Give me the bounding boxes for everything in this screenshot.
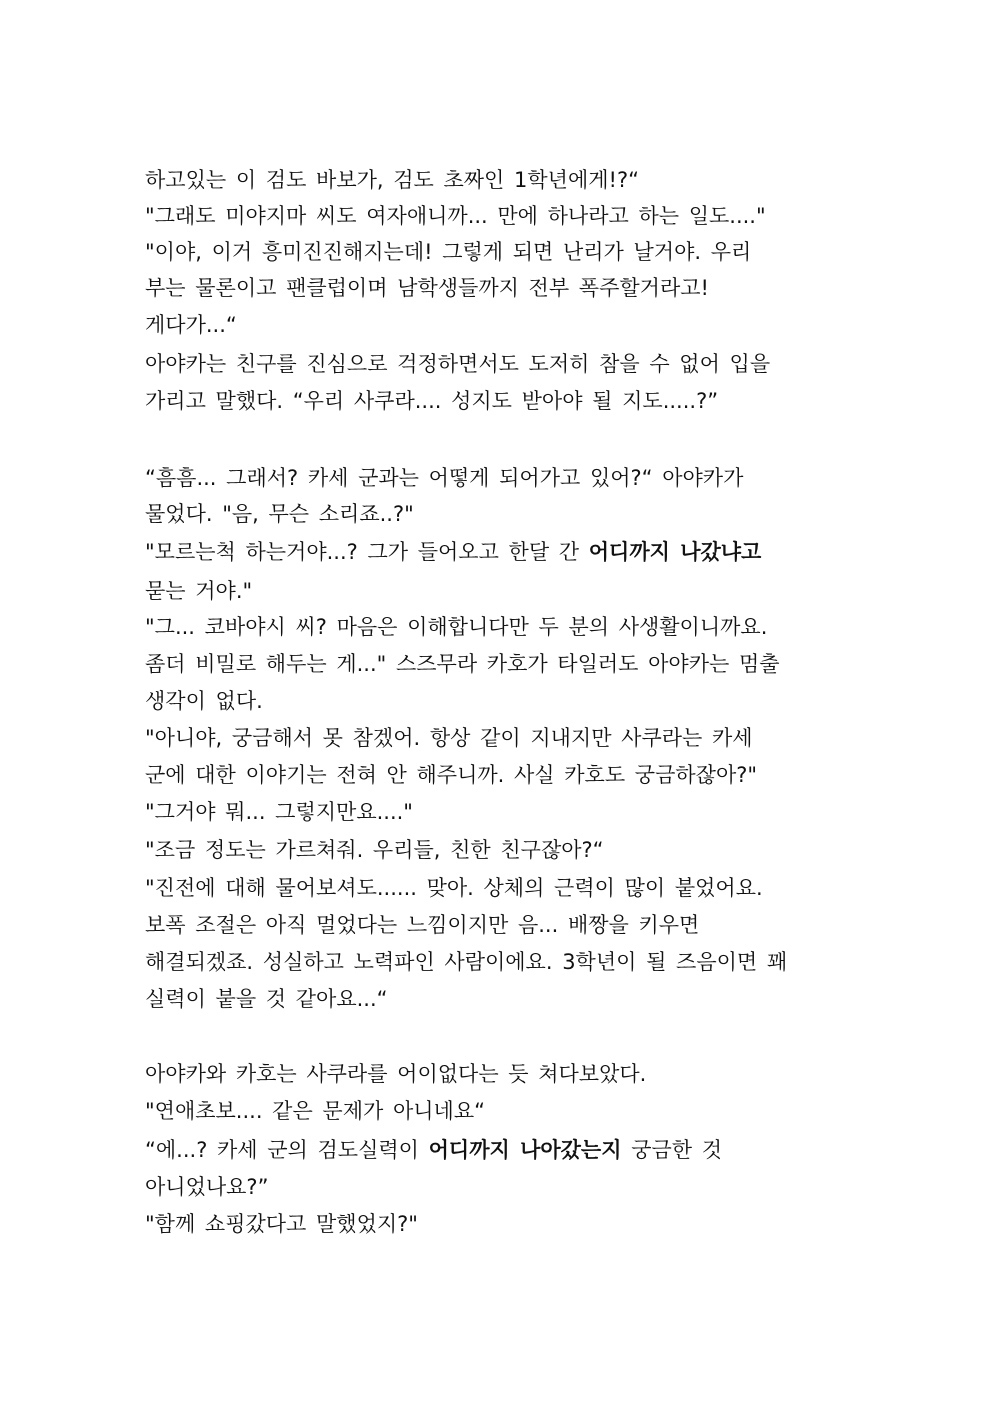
text-line: 해결되겠죠. 성실하고 노력파인 사람이에요. 3학년이 될 즈음이면 꽤: [145, 950, 788, 974]
text-line: 게다가...“: [145, 313, 237, 337]
text-run: 궁금한 것: [621, 1138, 723, 1162]
text-line-with-emphasis: [145, 534, 865, 570]
text-line: 실력이 붙을 것 같아요...“: [145, 987, 388, 1011]
text-line-with-emphasis: [145, 1132, 865, 1168]
text-line: 하고있는 이 검도 바보가, 검도 초짜인 1학년에게!?“: [145, 168, 639, 192]
text-line: "그래도 미야지마 씨도 여자애니까... 만에 하나라고 하는 일도....": [145, 204, 766, 228]
text-line: "조금 정도는 가르쳐줘. 우리들, 친한 친구잖아?“: [145, 838, 604, 862]
text-line: “흠흠... 그래서? 카세 군과는 어떻게 되어가고 있어?“ 아야카가: [145, 466, 744, 490]
text-line: "그... 코바야시 씨? 마음은 이해합니다만 두 분의 사생활이니까요.: [145, 615, 768, 639]
text-line: "그거야 뭐... 그렇지만요....": [145, 800, 413, 824]
text-line: "연애초보.... 같은 문제가 아니네요“: [145, 1099, 485, 1123]
text-line: 보폭 조절은 아직 멀었다는 느낌이지만 음... 배짱을 키우면: [145, 913, 700, 937]
text-line: 아야카는 친구를 진심으로 걱정하면서도 도저히 참을 수 없어 입을: [145, 352, 771, 376]
text-run: "모르는척 하는거야...? 그가 들어오고 한달 간: [145, 540, 589, 564]
emphasis-text: 어디까지 나아갔는지: [428, 1138, 622, 1162]
text-line: 묻는 거야.": [145, 579, 253, 603]
text-line: 부는 물론이고 팬클럽이며 남학생들까지 전부 폭주할거라고!: [145, 276, 709, 300]
text-line: "아니야, 궁금해서 못 참겠어. 항상 같이 지내지만 사쿠라는 카세: [145, 726, 753, 750]
text-line: 가리고 말했다. “우리 사쿠라.... 성지도 받아야 될 지도.....?”: [145, 389, 719, 413]
text-line: "진전에 대해 물어보셔도...... 맞아. 상체의 근력이 많이 붙었어요.: [145, 876, 763, 900]
text-run: “에...? 카세 군의 검도실력이: [145, 1138, 429, 1162]
text-line: 군에 대한 이야기는 전혀 안 해주니까. 사실 카호도 궁금하잖아?": [145, 763, 758, 787]
text-line: 물었다. "음, 무슨 소리죠..?": [145, 502, 414, 526]
text-line: 아야카와 카호는 사쿠라를 어이없다는 듯 쳐다보았다.: [145, 1062, 647, 1086]
text-line: "이야, 이거 흥미진진해지는데! 그렇게 되면 난리가 날거야. 우리: [145, 240, 752, 264]
text-line: "함께 쇼핑갔다고 말했었지?": [145, 1212, 418, 1236]
text-line: 생각이 없다.: [145, 689, 263, 713]
emphasis-text: 어디까지 나갔냐고: [588, 540, 762, 564]
text-line: 좀더 비밀로 해두는 게..." 스즈무라 카호가 타일러도 아야카는 멈출: [145, 652, 780, 676]
text-line: 아니었나요?”: [145, 1175, 269, 1199]
